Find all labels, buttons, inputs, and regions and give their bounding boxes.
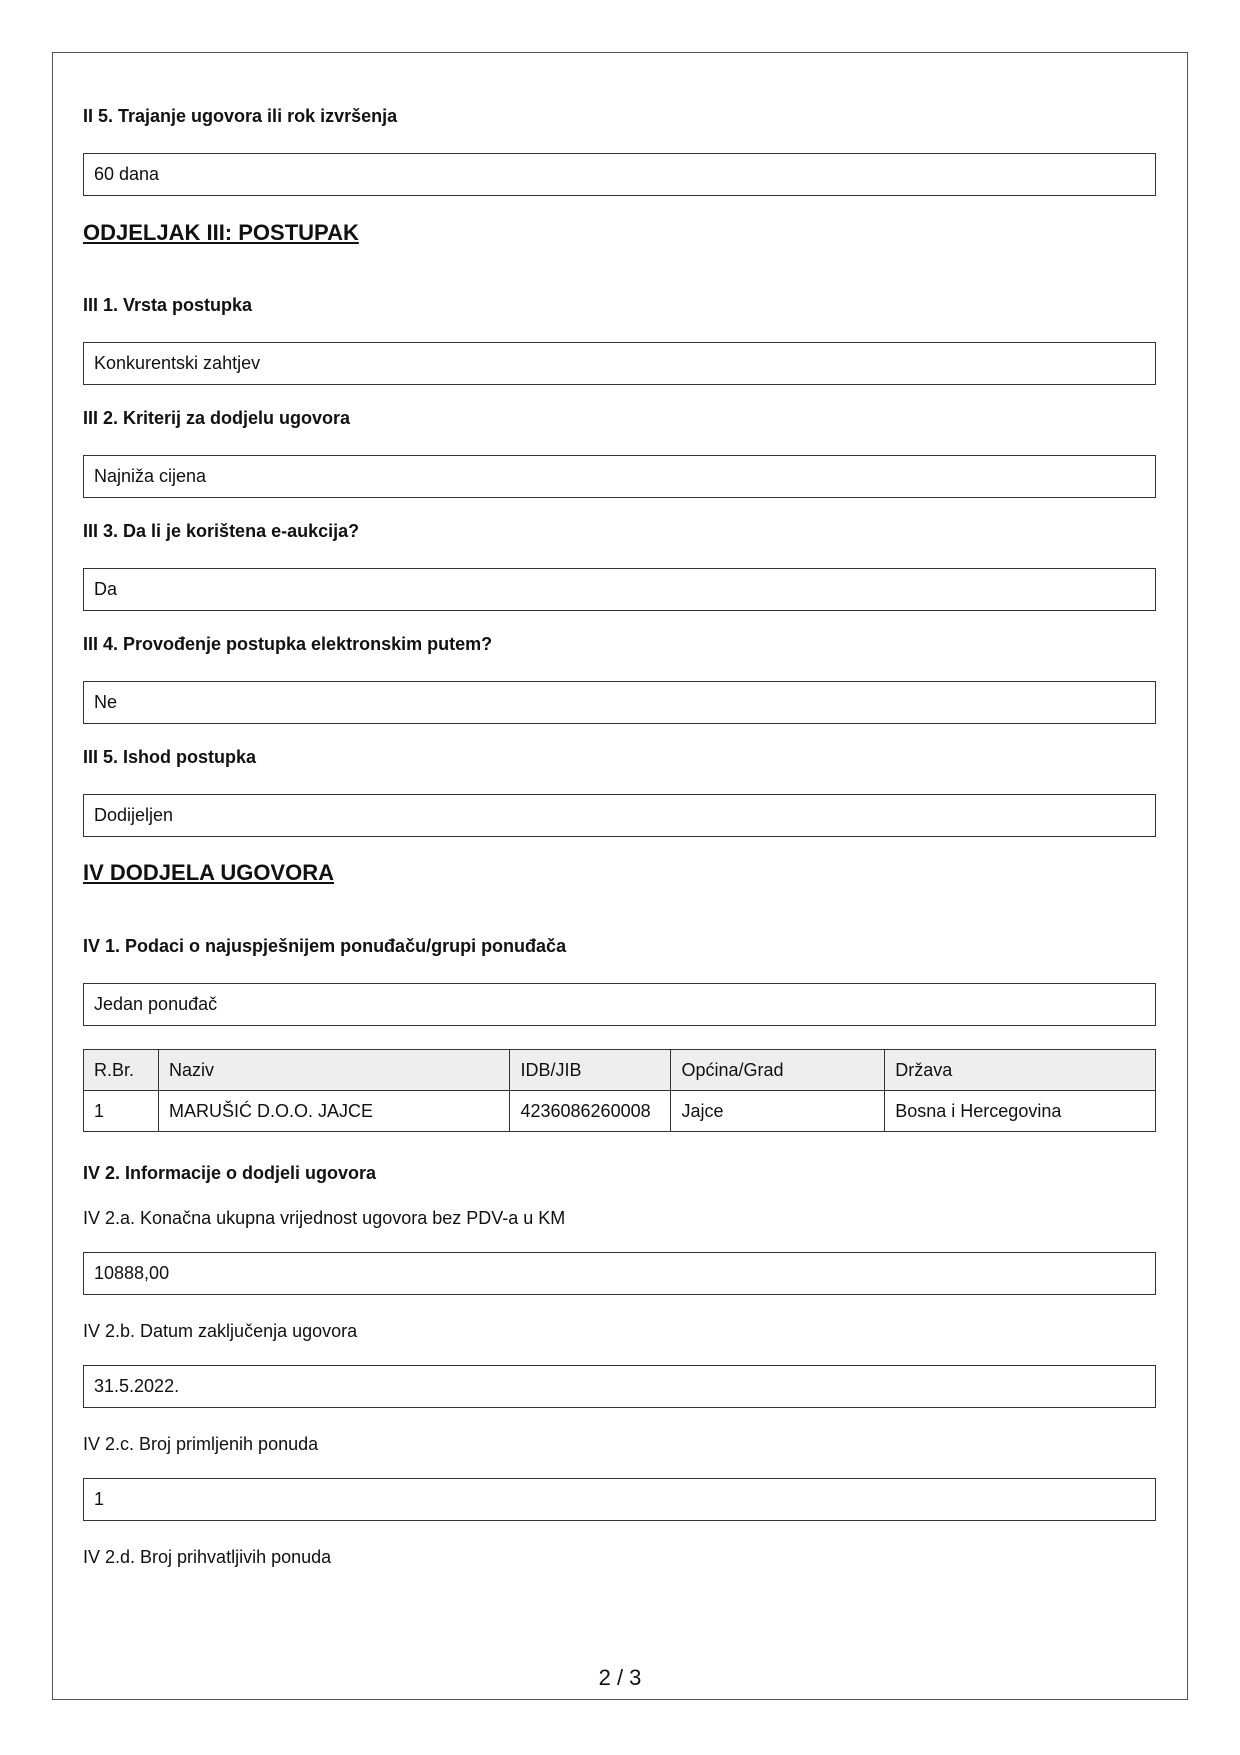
table-header-cell: Država <box>885 1050 1156 1091</box>
table-header-cell: Općina/Grad <box>671 1050 885 1091</box>
page-number: 2 / 3 <box>598 1665 642 1690</box>
field-value-e-auction: Da <box>83 568 1156 611</box>
field-value-contract-date: 31.5.2022. <box>83 1365 1156 1408</box>
field-label-received-bids: IV 2.c. Broj primljenih ponuda <box>83 1434 319 1454</box>
table-header-cell: Naziv <box>158 1050 510 1091</box>
table-header-cell: R.Br. <box>84 1050 159 1091</box>
field-value-award-criterion: Najniža cijena <box>83 455 1156 498</box>
field-label-electronic: III 4. Provođenje postupka elektronskim putem? <box>83 634 493 654</box>
field-value-procedure-type: Konkurentski zahtjev <box>83 342 1156 385</box>
field-label-contract-value: IV 2.a. Konačna ukupna vrijednost ugovora bez PDV-a u KM <box>83 1208 566 1228</box>
table-cell: MARUŠIĆ D.O.O. JAJCE <box>158 1091 510 1132</box>
table-row <box>84 1091 1156 1132</box>
table-cell: Bosna i Hercegovina <box>885 1091 1156 1132</box>
field-value-outcome: Dodijeljen <box>83 794 1156 837</box>
table-cell: 1 <box>84 1091 159 1132</box>
field-label-e-auction: III 3. Da li je korištena e-aukcija? <box>83 521 360 541</box>
table-cell: 4236086260008 <box>510 1091 671 1132</box>
field-value-received-bids: 1 <box>83 1478 1156 1521</box>
table-header-cell: IDB/JIB <box>510 1050 671 1091</box>
field-label-acceptable-bids: IV 2.d. Broj prihvatljivih ponuda <box>83 1547 332 1567</box>
field-value-contract-value: 10888,00 <box>83 1252 1156 1295</box>
field-label-outcome: III 5. Ishod postupka <box>83 747 257 767</box>
section-heading-procedure: ODJELJAK III: POSTUPAK <box>83 220 359 245</box>
field-label-contract-date: IV 2.b. Datum zaključenja ugovora <box>83 1321 358 1341</box>
field-label-bidder: IV 1. Podaci o najuspješnijem ponuđaču/grupi ponuđača <box>83 936 567 956</box>
field-label-duration: II 5. Trajanje ugovora ili rok izvršenja <box>83 106 398 126</box>
field-label-procedure-type: III 1. Vrsta postupka <box>83 295 253 315</box>
table-header-row <box>84 1050 1156 1091</box>
table-cell: Jajce <box>671 1091 885 1132</box>
field-value-bidder: Jedan ponuđač <box>83 983 1156 1026</box>
field-value-electronic: Ne <box>83 681 1156 724</box>
section-heading-award: IV DODJELA UGOVORA <box>83 860 334 885</box>
bidder-table <box>83 1049 1156 1132</box>
field-value-duration: 60 dana <box>83 153 1156 196</box>
field-label-award-info: IV 2. Informacije o dodjeli ugovora <box>83 1163 377 1183</box>
field-label-award-criterion: III 2. Kriterij za dodjelu ugovora <box>83 408 351 428</box>
